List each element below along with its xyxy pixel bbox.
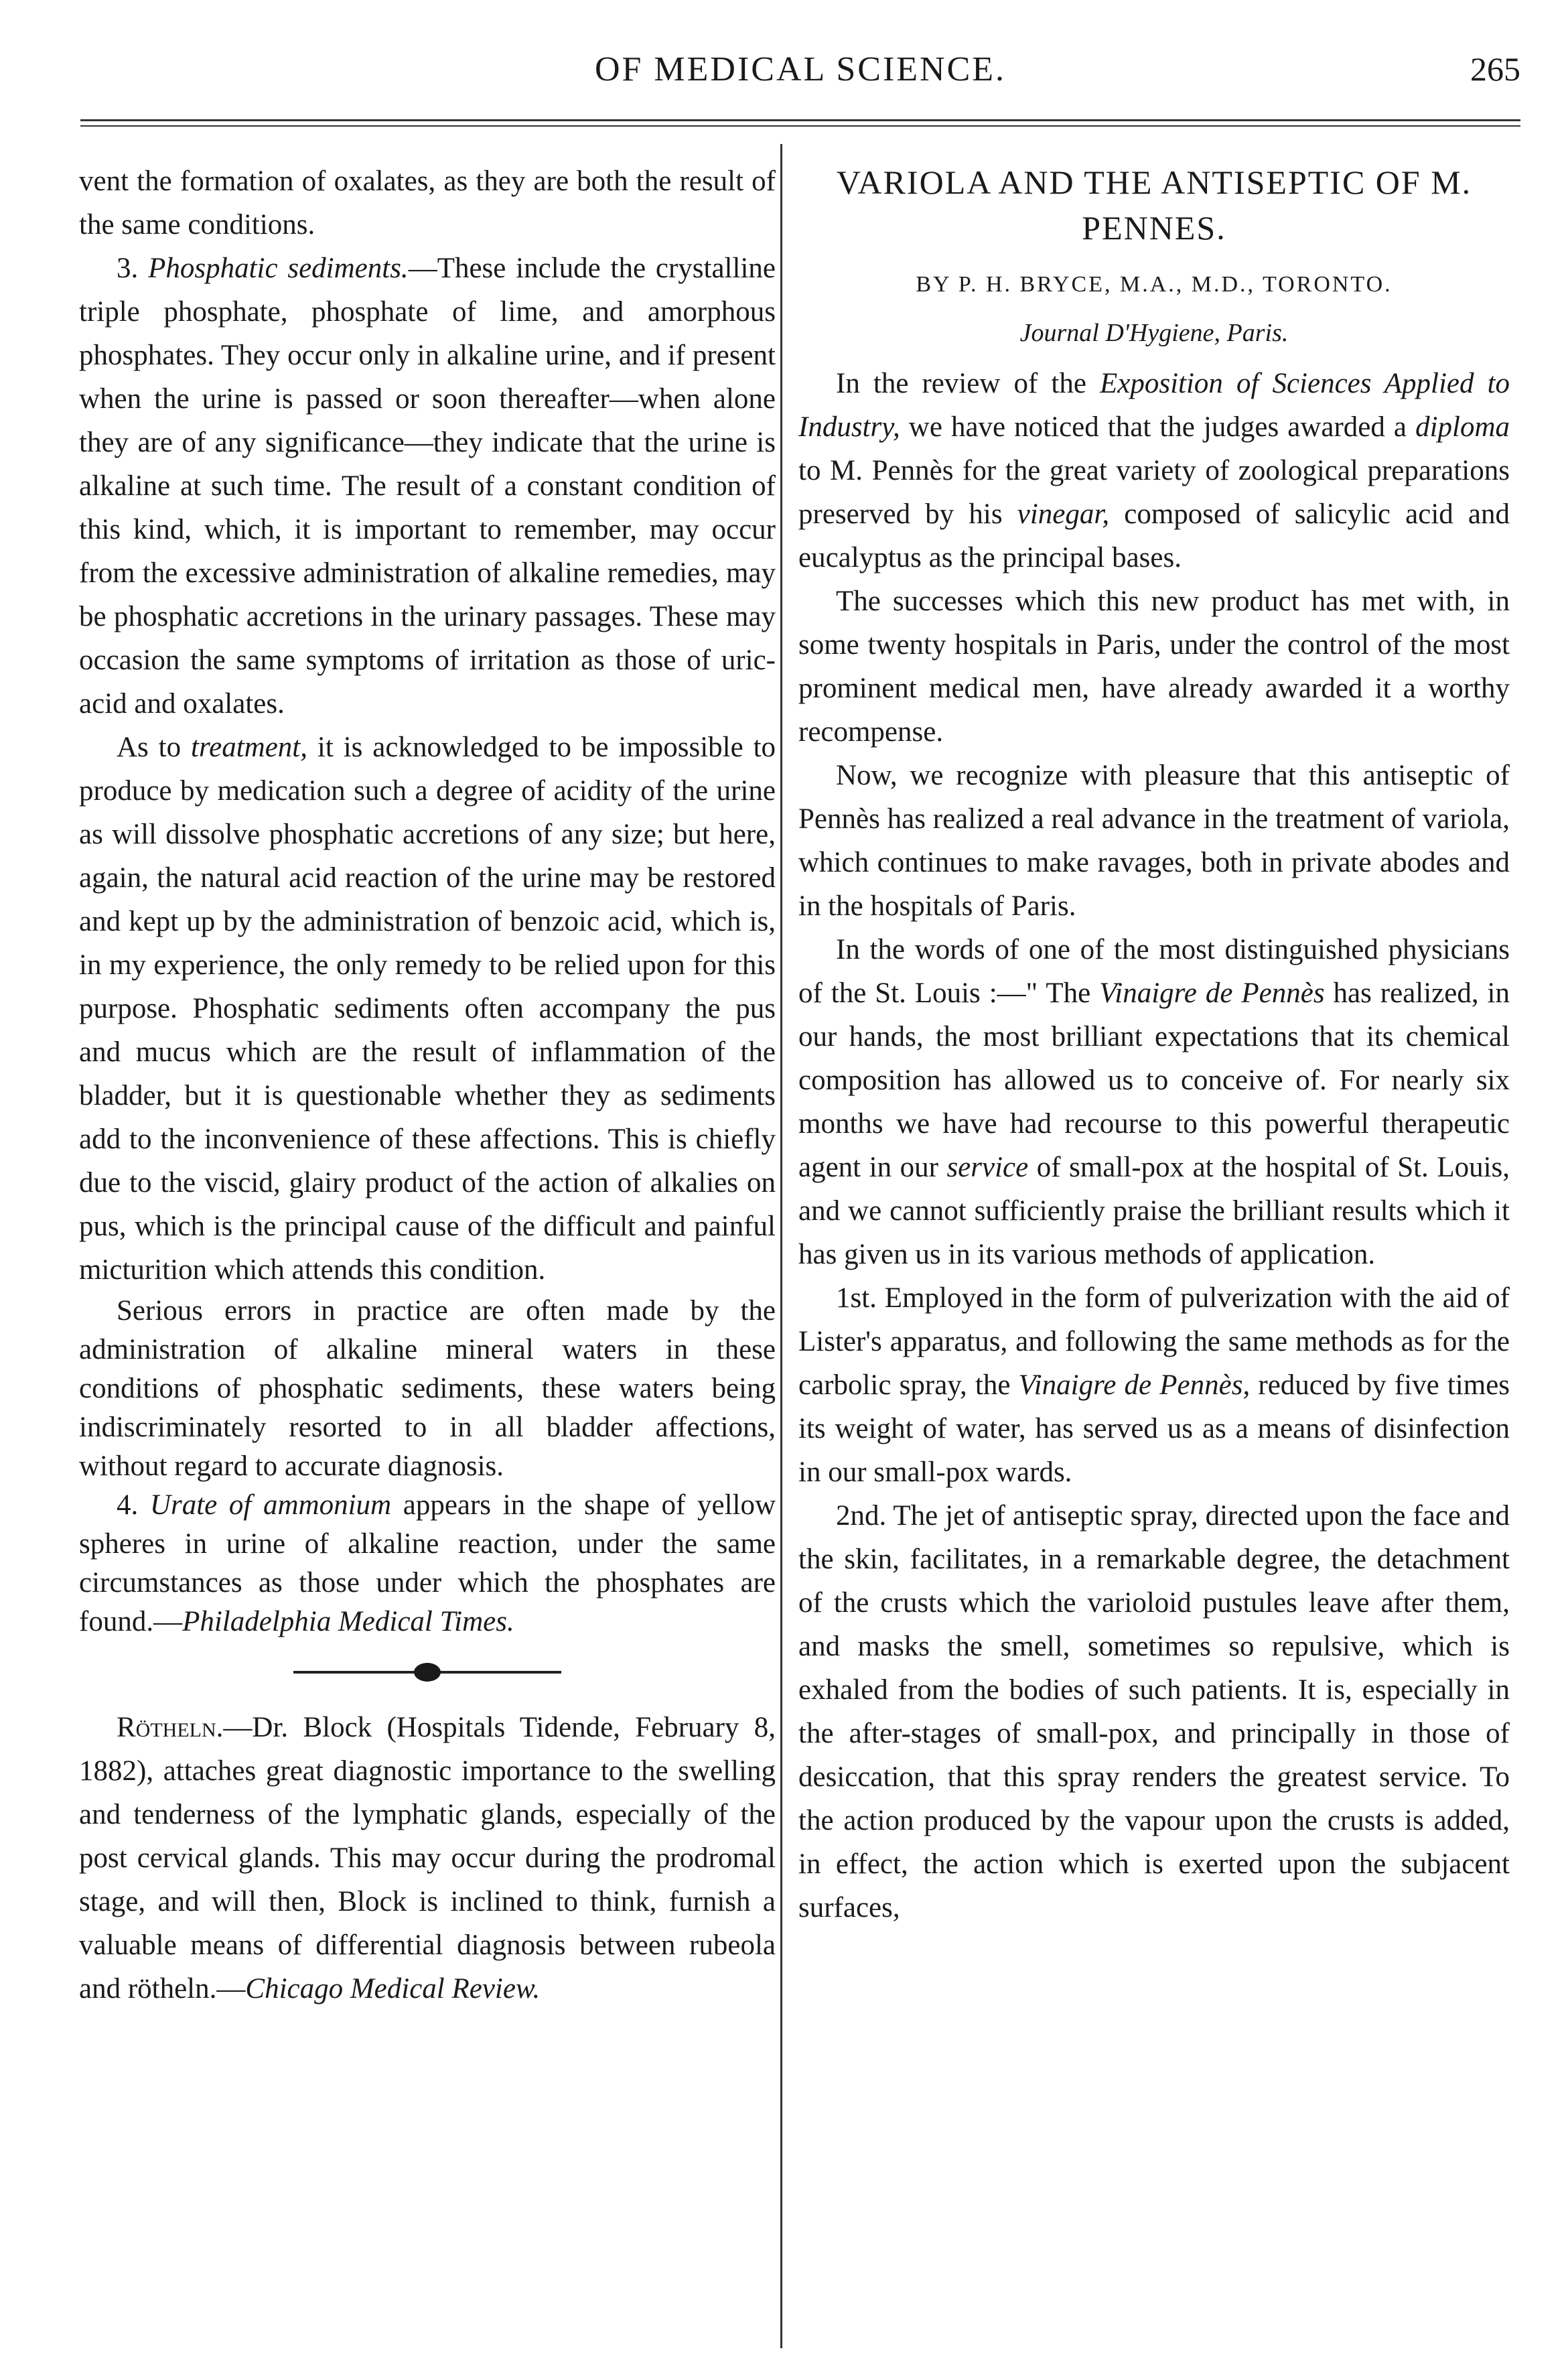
- running-title: OF MEDICAL SCIENCE.: [594, 50, 1007, 88]
- paragraph-st-louis-quote: [798, 928, 1510, 1276]
- text-span: of small-pox at the hospital of St. Louis, and we cannot sufficiently praise the brilliant results which it has given us in its various methods of application.: [798, 1152, 1510, 1270]
- right-column: [798, 159, 1510, 1929]
- text-span: it is acknowledged to be impossible to produce by medication such a degree of acidity of the urine as will dissolve phosphatic accretions of any size; but here, again, the natural acid reaction of the urine may be restored and kept up by the administration of benzoic acid, which is, in my experience, the only remedy to be relied upon for this purpose. Phosphatic sediments often accompany the pus and mucus which are the result of inflammation of the bladder, but it is questionable whether they as sediments add to the inconvenience of these affections. This is chiefly due to the viscid, glairy product of the action of alkalies on pus, which is the principal cause of the difficult and painful micturition which attends this condition.: [79, 732, 776, 1286]
- paragraph-recognize: Now, we recognize with pleasure that this antiseptic of Pennès has realized a real advance in the treatment of variola, which continues to make ravages, both in private abodes and in the hospitals of Paris.: [798, 760, 1510, 922]
- paragraph-oxalates-end: vent the formation of oxalates, as they are both the result of the same conditions.: [79, 165, 776, 241]
- text-span: reduced by five times its weight of water, has served us as a means of disinfection in our small-pox wards.: [798, 1369, 1510, 1488]
- article-byline: BY P. H. BRYCE, M.A., M.D., TORONTO.: [916, 272, 1393, 297]
- source-citation: Philadelphia Medical Times.: [182, 1606, 514, 1637]
- paragraph-urate-of-ammonium: [79, 1486, 776, 1641]
- paragraph-treatment: [79, 726, 776, 1292]
- paragraph-second-method: 2nd. The jet of antiseptic spray, directed upon the face and the skin, facilitates, in a remarkable degree, the detachment of the crusts which the varioloid pustules leave after them, and masks the smell, sometimes so repulsive, which is exhaled from the bodies of such patients. It is, especially in the after-stages of small-pox, and principally in those of desiccation, that this spray renders the greatest service. To the action produced by the vapour upon the crusts is added, in effect, the action which is exerted upon the subjacent surfaces,: [798, 1500, 1510, 1923]
- italic-span: Exposition of Sciences Applied to Industry,: [798, 368, 1510, 443]
- source-citation: Chicago Medical Review.: [245, 1973, 541, 2005]
- article-source: Journal D'Hygiene, Paris.: [1019, 319, 1289, 347]
- section-heading: Urate of ammonium: [149, 1489, 392, 1521]
- page-header: [80, 46, 1520, 106]
- text-span: 1st. Employed in the form of pulverization with the aid of Lister's apparatus, and following the same methods as for the carbolic spray, the: [798, 1282, 1510, 1401]
- italic-span: diploma: [1415, 411, 1510, 443]
- text-span: composed of salicylic acid and eucalyptus as the principal bases.: [798, 498, 1510, 573]
- header-rule: [80, 119, 1520, 127]
- paragraph-text: —These include the crystalline triple phosphate, phosphate of lime, and amorphous phosphates. They occur only in alkaline urine, and if present when the urine is passed or soon thereafter—when alone they are of any significance—they indicate that the urine is alkaline at such time. The result of a constant condition of this kind, which, it is important to remember, may occur from the excessive administration of alkaline remedies, may be phosphatic accretions in the urinary passages. These may occasion the same symptoms of irritation as those of uric-acid and oxalates.: [79, 253, 776, 720]
- text-span: In the words of one of the most distinguished physicians of the St. Louis :—" The: [798, 934, 1510, 1009]
- italic-span: treatment,: [191, 732, 307, 763]
- text-span: has realized, in our hands, the most brilliant expectations that its chemical composition has allowed us to conceive of. For nearly six months we have had recourse to this powerful therapeutic agent in our: [798, 977, 1510, 1183]
- text-span: In the review of the: [836, 368, 1086, 399]
- section-number: 3.: [117, 253, 139, 284]
- section-heading: Phosphatic sediments.: [148, 253, 409, 284]
- paragraph-text: —Dr. Block (Hospitals Tidende, February 8, 1882), attaches great diagnostic importance to the swelling and tenderness of the lymphatic glands, especially of the post cervical glands. This may occur during the prodromal stage, and will then, Block is inclined to think, furnish a valuable means of differential diagnosis between rubeola and rötheln.—: [79, 1712, 776, 2005]
- paragraph-exposition: [798, 362, 1510, 580]
- page-number: 265: [1470, 50, 1520, 88]
- italic-span: vinegar,: [1017, 498, 1110, 530]
- text-span: As to: [117, 732, 182, 763]
- ornament-flourish-icon: [414, 1663, 441, 1682]
- column-divider: [780, 144, 782, 2348]
- italic-span: Vinaigre de Pennès,: [1018, 1369, 1251, 1401]
- section-number: 4.: [117, 1489, 139, 1521]
- section-heading: Rötheln.: [117, 1712, 224, 1743]
- section-ornament: [79, 1645, 776, 1699]
- text-span: we have noticed that the judges awarded a: [908, 411, 1407, 443]
- italic-span: Vinaigre de Pennès: [1099, 977, 1325, 1009]
- paragraph-successes: The successes which this new product has met with, in some twenty hospitals in Paris, under the control of the most prominent medical men, have already awarded it a worthy recompense.: [798, 586, 1510, 748]
- paragraph-serious-errors: Serious errors in practice are often made by the administration of alkaline mineral waters in these conditions of phosphatic sediments, these waters being indiscriminately resorted to in all bladder affections, without regard to accurate diagnosis.: [79, 1295, 776, 1482]
- paragraph-phosphatic-sediments: [79, 247, 776, 726]
- left-column: [79, 159, 776, 2011]
- text-span: to M. Pennès for the great variety of zoological preparations preserved by his: [798, 455, 1510, 530]
- paragraph-first-method: [798, 1276, 1510, 1494]
- article-title: VARIOLA AND THE ANTISEPTIC OF M. PENNES.: [836, 163, 1472, 247]
- paragraph-rotheln: [79, 1706, 776, 2011]
- italic-span: service: [946, 1152, 1029, 1183]
- paragraph-text: appears in the shape of yellow spheres in urine of alkaline reaction, under the same circumstances as those under which the phosphates are found.—: [79, 1489, 776, 1637]
